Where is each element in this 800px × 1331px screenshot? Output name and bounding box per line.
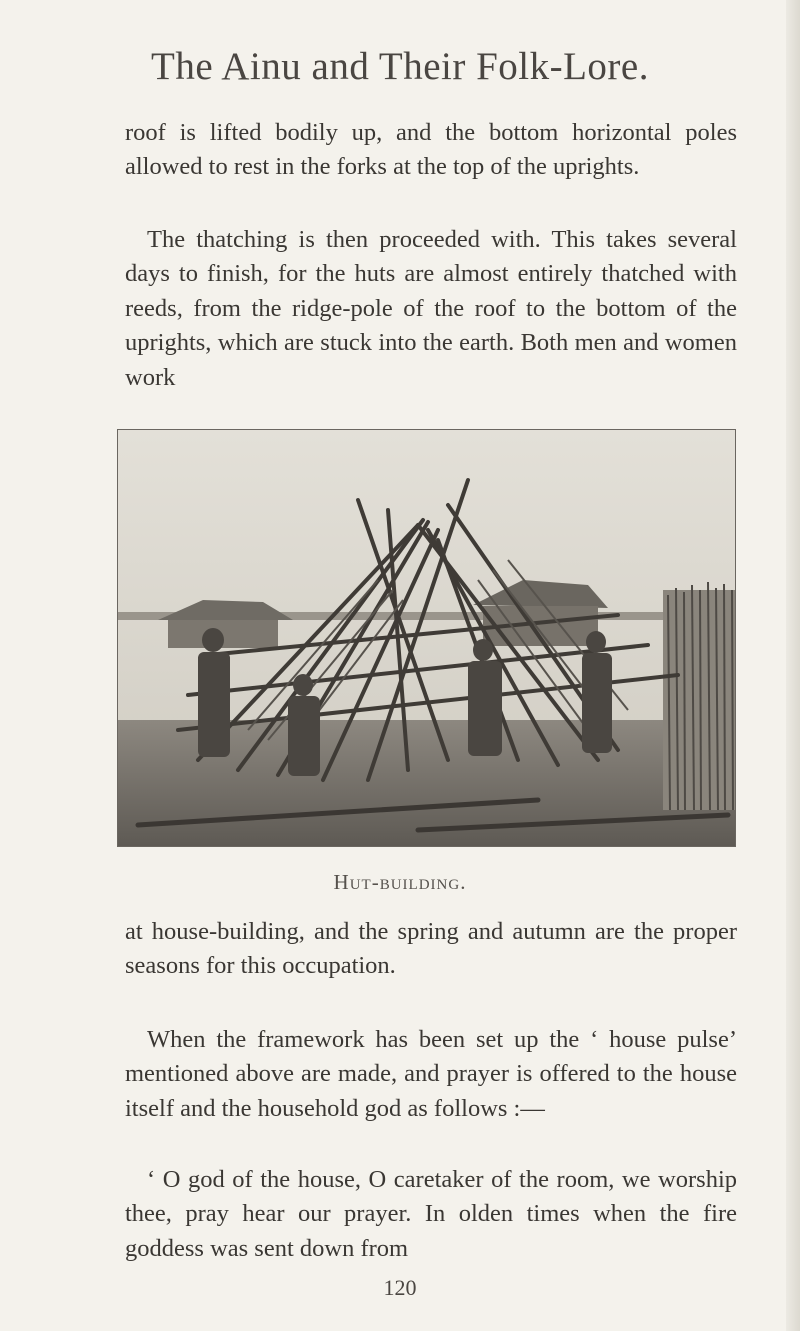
figure-caption: Hut-building.	[333, 870, 467, 894]
paragraph-4: When the framework has been set up the ‘ house pulse’ mentioned above are made, and prayer is offered to the house itself and the household god as follows :—	[125, 1026, 737, 1122]
running-head: The Ainu and Their Folk-Lore.	[151, 45, 649, 88]
paragraph-1: roof is lifted bodily up, and the bottom horizontal poles allowed to rest in the forks at the top of the uprights.	[125, 119, 737, 181]
hut-building-photograph	[117, 429, 736, 847]
reed-bundles	[663, 582, 735, 810]
page-edge	[786, 0, 800, 1331]
paragraph-5: ‘ O god of the house, O caretaker of the room, we worship thee, pray hear our prayer. In olden times when the fire goddess was sent down from	[125, 1166, 737, 1262]
photograph-illustration	[118, 430, 735, 846]
paragraph-3: at house-building, and the spring and autumn are the proper seasons for this occupation.	[125, 918, 737, 980]
page-number: 120	[383, 1275, 417, 1300]
paragraph-2: The thatching is then proceeded with. This takes several days to finish, for the huts are almost entirely thatched with reeds, from the ridge-pole of the roof to the bottom of the uprights, which are stuck into the earth. Both men and women work	[125, 226, 737, 391]
